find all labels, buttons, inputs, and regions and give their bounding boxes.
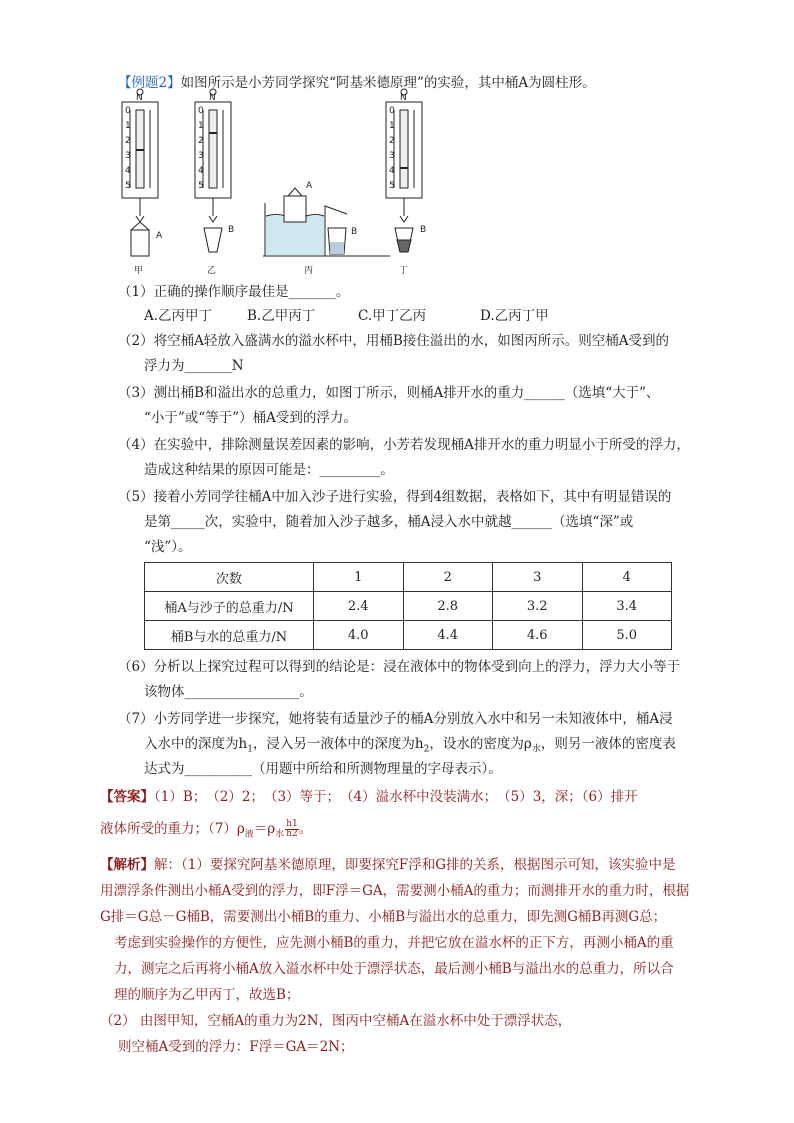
analysis-head: 【解析】 — [100, 857, 154, 873]
density-fraction: $\frac{h1}{h2}$ — [286, 819, 298, 839]
table-cell: 4.4 — [403, 621, 493, 650]
experiment-figure — [100, 88, 460, 278]
answer-head: 【答案】 — [100, 789, 154, 805]
label-yi: 乙 — [207, 266, 217, 276]
label-bing: 丙 — [304, 266, 314, 276]
table-cell: 桶A与沙子的总重力/N — [145, 592, 314, 621]
label-b-ding: B — [420, 225, 427, 235]
scale-jia-0: 0 — [125, 106, 131, 116]
svg-text:N: N — [400, 93, 407, 103]
q1-opt-c: C.甲丁乙丙 — [358, 308, 427, 324]
data-table — [144, 562, 672, 650]
scale-jia-n: N — [136, 93, 143, 103]
q4-line1: （4）在实验中，排除测量误差因素的影响，小芳若发现桶A排开水的重力明显小于所受的浮力， — [118, 437, 690, 453]
q6-line2: 该物体_________________。 — [144, 684, 313, 700]
analysis-line7: （2） 由图甲知，空桶A的重力为2N，图丙中空桶A在溢水杯中处于漂浮状态， — [100, 1013, 572, 1029]
q5-line1: （5）接着小芳同学往桶A中加入沙子进行实验，得到4组数据，表格如下，其中有明显错误的 — [118, 489, 672, 505]
label-a-jia: A — [156, 231, 163, 241]
svg-text:3: 3 — [125, 151, 131, 161]
example-tag: 【例题2】 — [118, 75, 181, 91]
analysis-line2: 用漂浮条件测出小桶A受到的浮力，即F浮＝GA，需要测小桶A的重力；而测排开水的重力时，根据 — [100, 883, 690, 899]
analysis-line5: 力，测完之后再将小桶A放入溢水杯中处于漂浮状态，最后测小桶B与溢出水的总重力，所以合 — [114, 961, 674, 977]
q1-opt-b: B.乙甲丙丁 — [247, 308, 316, 324]
table-row — [145, 621, 672, 650]
table-cell: 2.4 — [314, 592, 404, 621]
table-header-cell: 2 — [403, 563, 493, 592]
analysis-line4: 考虑到实验操作的方便性，应先测小桶B的重力，并把它放在溢水杯的正下方，再测小桶A的重 — [114, 935, 674, 951]
table-cell: 4.0 — [314, 621, 404, 650]
q3-line1: （3）测出桶B和溢出水的总重力，如图丁所示，则桶A排开水的重力______（选填“大于”、 — [118, 385, 660, 401]
example-text: 如图所示是小芳同学探究“阿基米德原理”的实验，其中桶A为圆柱形。 — [180, 75, 596, 91]
svg-text:1: 1 — [389, 121, 395, 131]
svg-text:5: 5 — [198, 181, 204, 191]
q6-line1: （6）分析以上探究过程可以得到的结论是：浸在液体中的物体受到向上的浮力，浮力大小等于 — [118, 659, 681, 675]
label-b-yi: B — [228, 225, 235, 235]
svg-text:3: 3 — [389, 151, 395, 161]
table-cell: 3.4 — [582, 592, 672, 621]
label-ding: 丁 — [399, 266, 409, 276]
table-header-cell: 1 — [314, 563, 404, 592]
svg-text:2: 2 — [125, 136, 131, 146]
table-header-cell: 3 — [493, 563, 583, 592]
svg-text:4: 4 — [125, 166, 131, 176]
table-row — [145, 592, 672, 621]
answer-line1: 【答案】（1）B； （2）2； （3）等于； （4）溢水杯中没装满水； （5）3，深；（6）排开 — [100, 789, 638, 805]
q1: （1）正确的操作顺序最佳是_______。 — [118, 284, 350, 300]
table-cell: 桶B与水的总重力/N — [145, 621, 314, 650]
analysis-line8: 则空桶A受到的浮力：F浮＝GA＝2N； — [118, 1039, 354, 1055]
q3-line2: “小于”或“等于”）桶A受到的浮力。 — [144, 410, 357, 426]
overflow-cup-bing — [263, 188, 390, 256]
q7-line2: 入水中的深度为$h_1$，浸入另一液体中的深度为$h_2$，设水的密度为$\rho_水$，则另一液体的密度表 — [144, 736, 676, 755]
svg-text:5: 5 — [389, 181, 395, 191]
table-header-cell: 4 — [582, 563, 672, 592]
table-cell: 2.8 — [403, 592, 493, 621]
q4-line2: 造成这种结果的原因可能是：_________。 — [144, 462, 394, 478]
svg-text:2: 2 — [198, 136, 204, 146]
svg-text:0: 0 — [389, 106, 395, 116]
svg-text:1: 1 — [198, 121, 204, 131]
q7-line3: 达式为__________（用题中所给和所测物理量的字母表示）。 — [144, 761, 502, 777]
label-jia: 甲 — [134, 266, 144, 276]
table-cell: 5.0 — [582, 621, 672, 650]
svg-text:1: 1 — [125, 121, 131, 131]
q5-line3: “浅”）。 — [144, 539, 192, 555]
q1-opt-d: D.乙丙丁甲 — [480, 308, 549, 324]
svg-text:2: 2 — [389, 136, 395, 146]
q7-line1: （7）小芳同学进一步探究，她将装有适量沙子的桶A分别放入水中和另一未知液体中，桶A浸 — [118, 711, 673, 727]
analysis-line6: 理的顺序为乙甲丙丁，故选B； — [114, 987, 300, 1003]
svg-text:5: 5 — [125, 181, 131, 191]
label-a-bing: A — [306, 181, 313, 191]
q1-opt-a: A.乙丙甲丁 — [144, 308, 213, 324]
svg-text:3: 3 — [198, 151, 204, 161]
q5-line2: 是第_____次，实验中，随着加入沙子越多，桶A浸入水中就越______（选填“深”或 — [144, 514, 634, 530]
svg-text:4: 4 — [389, 166, 395, 176]
table-header-cell: 次数 — [145, 563, 314, 592]
label-b-bing: B — [351, 227, 358, 237]
q2-line1: （2）将空桶A轻放入盛满水的溢水杯中，用桶B接住溢出的水，如图丙所示。则空桶A受到的 — [118, 333, 670, 349]
svg-text:0: 0 — [198, 106, 204, 116]
q2-line2: 浮力为_______N — [144, 358, 244, 374]
analysis-line3: G排＝G总－G桶B，需要测出小桶B的重力、小桶B与溢出水的总重力，即先测G桶B再测G总； — [100, 909, 667, 925]
table-cell: 3.2 — [493, 592, 583, 621]
answer-line2: 液体所受的重力；$(7)\rho_液=\rho_水$ $\frac{h1}{h2}$ 。 — [100, 819, 313, 840]
svg-text:N: N — [209, 93, 216, 103]
analysis-line1: 【解析】解：（1）要探究阿基米德原理，即要探究F浮和G排的关系，根据图示可知，该实验中是 — [100, 857, 676, 873]
svg-text:4: 4 — [198, 166, 204, 176]
table-header-row — [145, 563, 672, 592]
table-cell: 4.6 — [493, 621, 583, 650]
